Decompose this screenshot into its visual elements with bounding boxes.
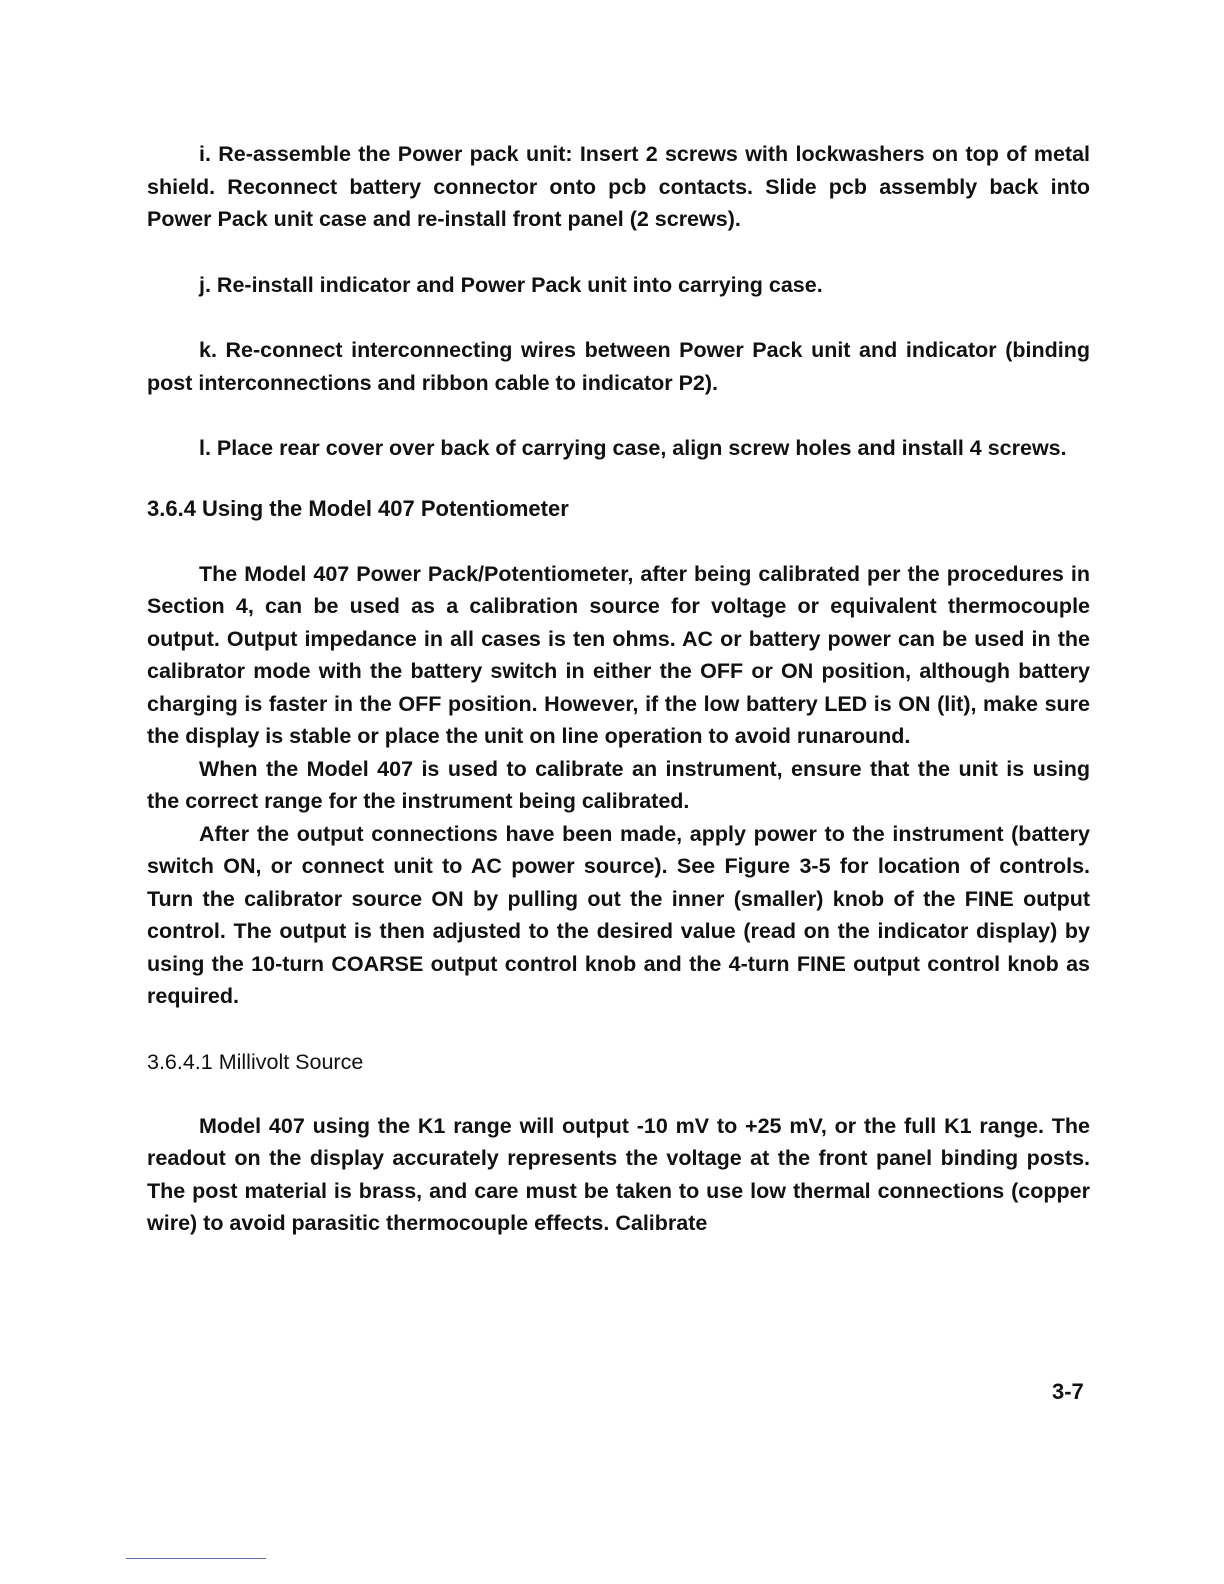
section-3-6-4-paragraph-2: When the Model 407 is used to calibrate an instrument, ensure that the unit is using the correct range for the instrument being calibrated. — [147, 756, 1090, 813]
section-heading-3-6-4-1: 3.6.4.1 Millivolt Source — [147, 1049, 364, 1074]
step-j-paragraph: j. Re-install indicator and Power Pack unit into carrying case. — [199, 272, 823, 297]
step-i-paragraph: i. Re-assemble the Power pack unit: Insert 2 screws with lockwashers on top of metal shield. Reconnect battery connector onto pcb contacts. Slide pcb assembly back into Power Pack unit case and re-install front panel (2 screws). — [147, 142, 1090, 231]
section-3-6-4-paragraph-3: After the output connections have been made, apply power to the instrument (battery switch ON, or connect unit to AC power source). See Figure 3-5 for location of controls. Turn the calibrator source ON by pulling out the inner (smaller) knob of the FINE output control. The output is then adjusted to the desired value (read on the indicator display) by using the 10-turn COARSE output control knob and the 4-turn FINE output control knob as required. — [147, 821, 1090, 1008]
section-3-6-4-1-paragraph-1: Model 407 using the K1 range will output -10 mV to +25 mV, or the full K1 range. The readout on the display accurately represents the voltage at the front panel binding posts. The post material is brass, and care must be taken to use low thermal connections (copper wire) to avoid parasitic thermocouple effects. Calibrate — [147, 1113, 1090, 1235]
step-k-paragraph: k. Re-connect interconnecting wires between Power Pack unit and indicator (binding post interconnections and ribbon cable to indicator P2). — [147, 338, 1090, 395]
page-body — [147, 138, 1090, 1240]
step-l-paragraph: l. Place rear cover over back of carrying case, align screw holes and install 4 screws. — [199, 436, 1067, 460]
page-number: 3-7 — [1052, 1379, 1084, 1404]
scan-artifact-line — [126, 1558, 266, 1559]
section-3-6-4-paragraph-1: The Model 407 Power Pack/Potentiometer, after being calibrated per the procedures in Section 4, can be used as a calibration source for voltage or equivalent thermocouple output. Output impedance in all cases is ten ohms. AC or battery power can be used in the calibrator mode with the battery switch in either the OFF or ON position, although battery charging is faster in the OFF position. However, if the low battery LED is ON (lit), make sure the display is stable or place the unit on line operation to avoid runaround. — [147, 561, 1090, 748]
section-heading-3-6-4: 3.6.4 Using the Model 407 Potentiometer — [147, 495, 569, 521]
